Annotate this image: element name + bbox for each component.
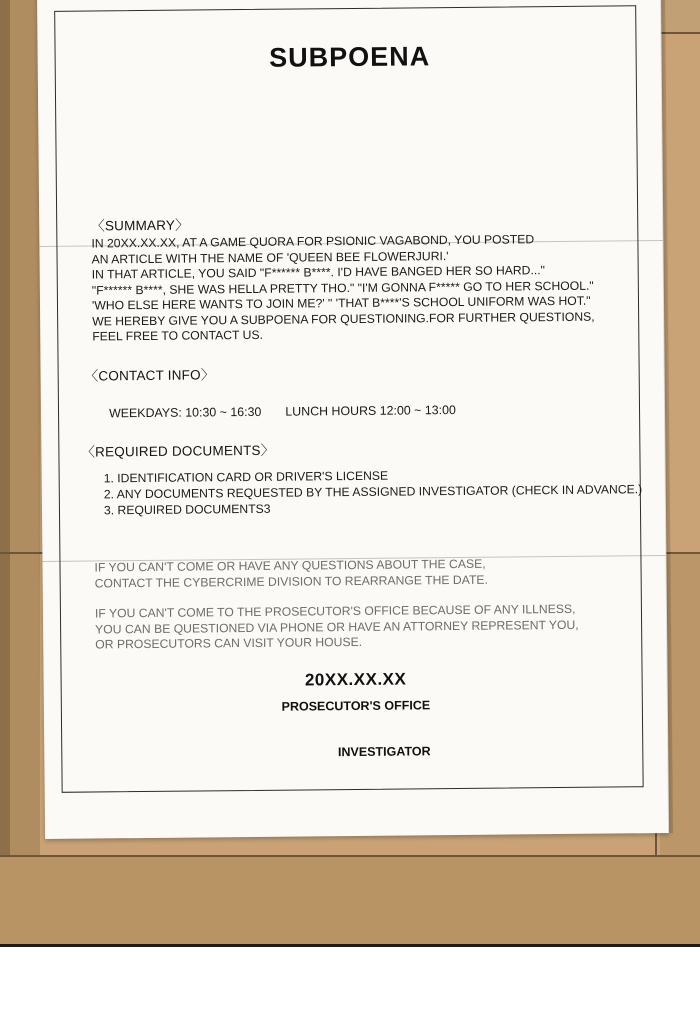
- contact-weekdays-label: WEEKDAYS: 10:30 ~ 16:30: [108, 404, 262, 421]
- desk-panel-bottom: [0, 855, 700, 944]
- note-line: CONTACT THE CYBERCRIME DIVISION TO REARRANGE THE DATE.: [94, 572, 488, 590]
- notes-section: [94, 556, 578, 653]
- panel-gutter: [0, 944, 700, 1015]
- note-line: IF YOU CAN'T COME TO THE PROSECUTOR'S OFFICE BECAUSE OF ANY ILLNESS,: [94, 601, 576, 621]
- document-title: SUBPOENA: [268, 41, 431, 73]
- subpoena-paper: [37, 0, 669, 839]
- summary-line: AN ARTICLE WITH THE NAME OF 'QUEEN BEE FLOWERJURI.': [91, 248, 449, 267]
- required-documents-list: [104, 465, 643, 518]
- signature-investigator: INVESTIGATOR: [337, 744, 431, 760]
- contact-info-heading: 〈CONTACT INFO〉: [84, 367, 215, 384]
- note-line: OR PROSECUTORS CAN VISIT YOUR HOUSE.: [95, 634, 363, 652]
- desk-seam-bottom: [0, 855, 700, 857]
- contact-info-section: [85, 361, 456, 421]
- list-item: 3. REQUIRED DOCUMENTS3: [103, 501, 271, 518]
- list-item: 2. ANY DOCUMENTS REQUESTED BY THE ASSIGNED INVESTIGATOR (CHECK IN ADVANCE.): [103, 482, 643, 502]
- panel-border-line: [0, 944, 700, 947]
- signature-date: 20XX.XX.XX: [304, 669, 407, 690]
- summary-heading: 〈SUMMARY〉: [91, 217, 189, 234]
- summary-line: WE HEREBY GIVE YOU A SUBPOENA FOR QUESTIONING.FOR FURTHER QUESTIONS,: [92, 309, 595, 328]
- signature-office: PROSECUTOR'S OFFICE: [281, 698, 431, 714]
- summary-line: FEEL FREE TO CONTACT US.: [92, 327, 264, 344]
- summary-line: IN 20XX.XX.XX, AT A GAME QUORA FOR PSIONIC VAGABOND, YOU POSTED: [91, 232, 535, 251]
- desk-edge-left: [0, 0, 10, 944]
- contact-lunch-label: LUNCH HOURS 12:00 ~ 13:00: [285, 403, 456, 419]
- summary-section: [91, 210, 595, 345]
- note-line: YOU CAN BE QUESTIONED VIA PHONE OR HAVE AN ATTORNEY REPRESENT YOU,: [95, 617, 579, 636]
- note-line: IF YOU CAN'T COME OR HAVE ANY QUESTIONS ABOUT THE CASE,: [94, 556, 486, 575]
- list-item: 1. IDENTIFICATION CARD OR DRIVER'S LICENSE: [103, 468, 389, 486]
- summary-line: 'WHO ELSE HERE WANTS TO JOIN ME?' " 'THAT B****'S SCHOOL UNIFORM WAS HOT.": [91, 293, 591, 313]
- required-documents-heading: 〈REQUIRED DOCUMENTS〉: [81, 442, 275, 460]
- summary-line: IN THAT ARTICLE, YOU SAID "F****** B****. I'D HAVE BANGED HER SO HARD...": [91, 263, 545, 282]
- summary-body: [91, 232, 595, 345]
- required-documents-section: [81, 435, 642, 518]
- summary-line: "F****** B****, SHE WAS HELLA PRETTY THO." "I'M GONNA F***** GO TO HER SCHOOL.": [91, 278, 594, 298]
